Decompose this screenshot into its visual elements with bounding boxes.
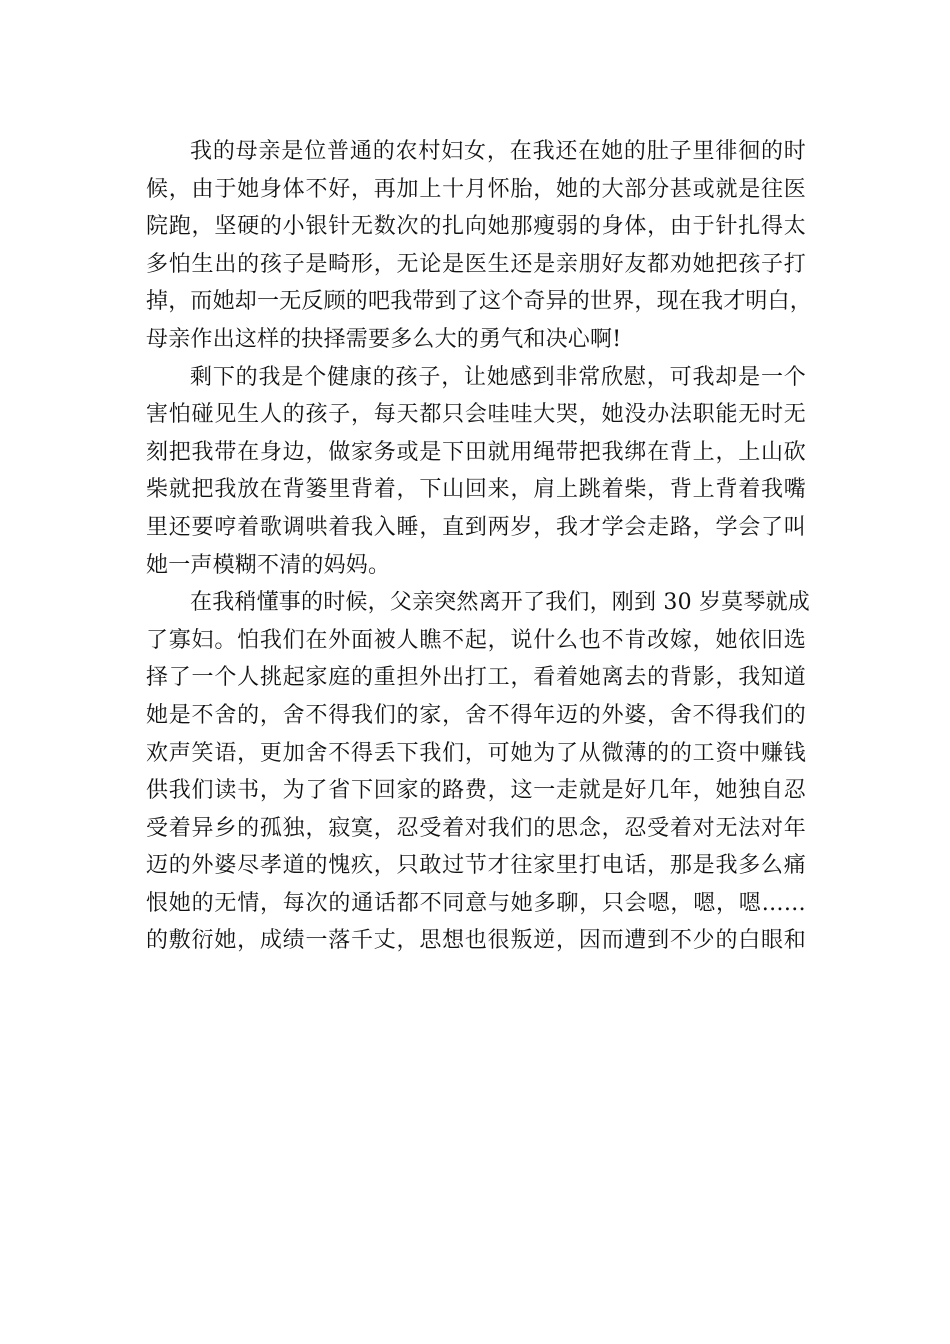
paragraph-line: 欢声笑语，更加舍不得丢下我们，可她为了从微薄的的工资中赚钱 xyxy=(146,740,806,766)
paragraph-line: 了寡妇。怕我们在外面被人瞧不起，说什么也不肯改嫁，她依旧选 xyxy=(146,627,806,653)
document-body xyxy=(146,133,813,960)
paragraph-line: 母亲作出这样的抉择需要多么大的勇气和决心啊! xyxy=(146,326,622,352)
paragraph-line: 她是不舍的，舍不得我们的家，舍不得年迈的外婆，舍不得我们的 xyxy=(146,702,806,728)
paragraph-3 xyxy=(146,584,810,960)
paragraph-line: 里还要哼着歌调哄着我入睡，直到两岁，我才学会走路，学会了叫 xyxy=(146,514,806,540)
paragraph-line: 柴就把我放在背篓里背着，下山回来，肩上跳着柴，背上背着我嘴 xyxy=(146,477,806,503)
paragraph-line: 掉，而她却一无反顾的吧我带到了这个奇异的世界，现在我才明白， xyxy=(146,289,813,315)
paragraph-line: 择了一个人挑起家庭的重担外出打工，看着她离去的背影，我知道 xyxy=(146,665,806,691)
paragraph-line: 候，由于她身体不好，再加上十月怀胎，她的大部分甚或就是往医 xyxy=(146,176,806,202)
paragraph-line: 在我稍懂事的时候，父亲突然离开了我们，刚到 30 岁莫琴就成 xyxy=(190,590,810,616)
paragraph-line: 供我们读书，为了省下回家的路费，这一走就是好几年，她独自忍 xyxy=(146,778,806,804)
paragraph-line: 受着异乡的孤独，寂寞，忍受着对我们的思念，忍受着对无法对年 xyxy=(146,815,806,841)
paragraph-line: 刻把我带在身边，做家务或是下田就用绳带把我绑在背上，上山砍 xyxy=(146,439,806,465)
paragraph-2 xyxy=(146,359,806,585)
paragraph-1 xyxy=(146,133,813,359)
paragraph-line: 的敷衍她，成绩一落千丈，思想也很叛逆，因而遭到不少的白眼和 xyxy=(146,928,806,954)
paragraph-line: 院跑，坚硬的小银针无数次的扎向她那瘦弱的身体，由于针扎得太 xyxy=(146,214,806,240)
paragraph-line: 我的母亲是位普通的农村妇女，在我还在她的肚子里徘徊的时 xyxy=(190,139,806,164)
paragraph-line: 害怕碰见生人的孩子，每天都只会哇哇大哭，她没办法职能无时无 xyxy=(146,402,806,428)
paragraph-line: 她一声模糊不清的妈妈。 xyxy=(146,552,391,578)
paragraph-line: 迈的外婆尽孝道的愧疚，只敢过节才往家里打电话，那是我多么痛 xyxy=(146,853,806,879)
paragraph-line: 多怕生出的孩子是畸形，无论是医生还是亲朋好友都劝她把孩子打 xyxy=(146,251,806,277)
paragraph-line: 剩下的我是个健康的孩子，让她感到非常欣慰，可我却是一个 xyxy=(190,364,806,390)
paragraph-line: 恨她的无情，每次的通话都不同意与她多聊，只会嗯，嗯，嗯…… xyxy=(146,890,806,916)
